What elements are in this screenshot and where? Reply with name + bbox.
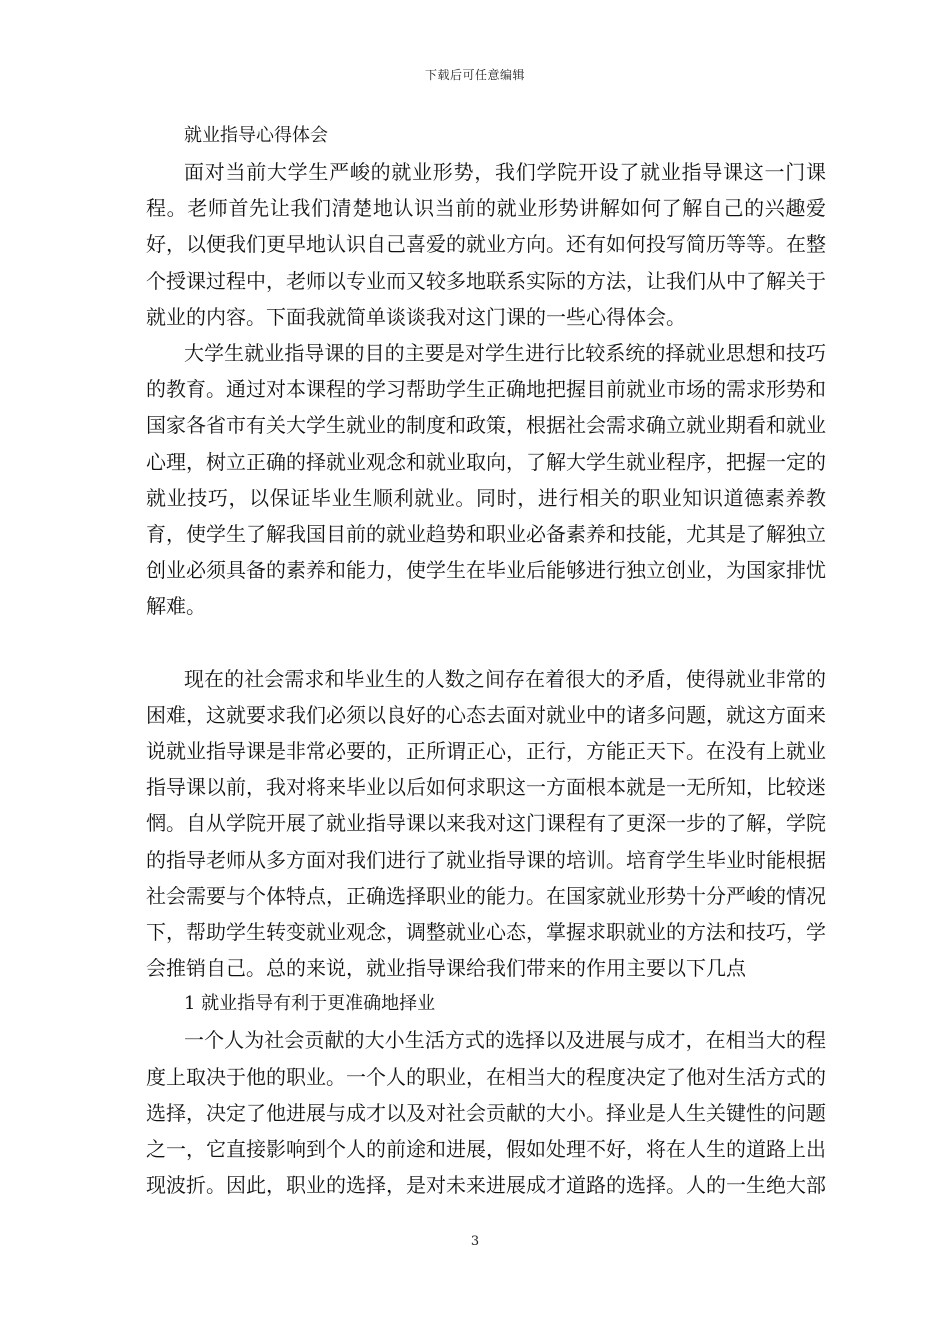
document-body — [146, 118, 826, 1203]
paragraph-career-choice: 一个人为社会贡献的大小生活方式的选择以及进展与成才，在相当大的程度上取决于他的职业。一个人的职业，在相当大的程度决定了他对生活方式的选择，决定了他进展与成才以及对社会贡献的大小。择业是人生关键性的问题之一，它直接影响到个人的前途和进展，假如处理不好，将在人生的道路上出现波折。因此，职业的选择，是对未来进展成才道路的选择。人的一生绝大部 — [146, 1028, 826, 1198]
section-heading: 1 就业指导有利于更准确地择业 — [184, 993, 436, 1015]
paragraph-purpose: 大学生就业指导课的目的主要是对学生进行比较系统的择就业思想和技巧的教育。通过对本课程的学习帮助学生正确地把握目前就业市场的需求形势和国家各省市有关大学生就业的制度和政策，根据社会需求确立就业期看和就业心理，树立正确的择就业观念和就业取向，了解大学生就业程序，把握一定的就业技巧，以保证毕业生顺利就业。同时，进行相关的职业知识道德素养教育，使学生了解我国目前的就业趋势和职业必备素养和技能，尤其是了解独立创业必须具备的素养和能力，使学生在毕业后能够进行独立创业，为国家排忧解难。 — [146, 341, 826, 619]
page-number: 3 — [470, 1234, 480, 1249]
document-title: 就业指导心得体会 — [184, 125, 328, 146]
page-header: 下载后可任意编辑 — [424, 68, 525, 82]
paragraph-current-situation: 现在的社会需求和毕业生的人数之间存在着很大的矛盾，使得就业非常的困难，这就要求我们必须以良好的心态去面对就业中的诸多问题，就这方面来说就业指导课是非常必要的，正所谓正心，正行，方能正天下。在没有上就业指导课以前，我对将来毕业以后如何求职这一方面根本就是一无所知，比较迷惘。自从学院开展了就业指导课以来我对这门课程有了更深一步的了解，学院的指导老师从多方面对我们进行了就业指导课的培训。培育学生毕业时能根据社会需要与个体特点，正确选择职业的能力。在国家就业形势十分严峻的情况下，帮助学生转变就业观念，调整就业心态，掌握求职就业的方法和技巧，学会推销自己。总的来说，就业指导课给我们带来的作用主要以下几点 — [146, 666, 826, 981]
paragraph-intro: 面对当前大学生严峻的就业形势，我们学院开设了就业指导课这一门课程。老师首先让我们清楚地认识当前的就业形势讲解如何了解自己的兴趣爱好，以便我们更早地认识自己喜爱的就业方向。还有如何投写简历等等。在整个授课过程中，老师以专业而又较多地联系实际的方法，让我们从中了解关于就业的内容。下面我就简单谈谈我对这门课的一些心得体会。 — [146, 160, 826, 329]
paragraph-spacer — [146, 625, 826, 661]
